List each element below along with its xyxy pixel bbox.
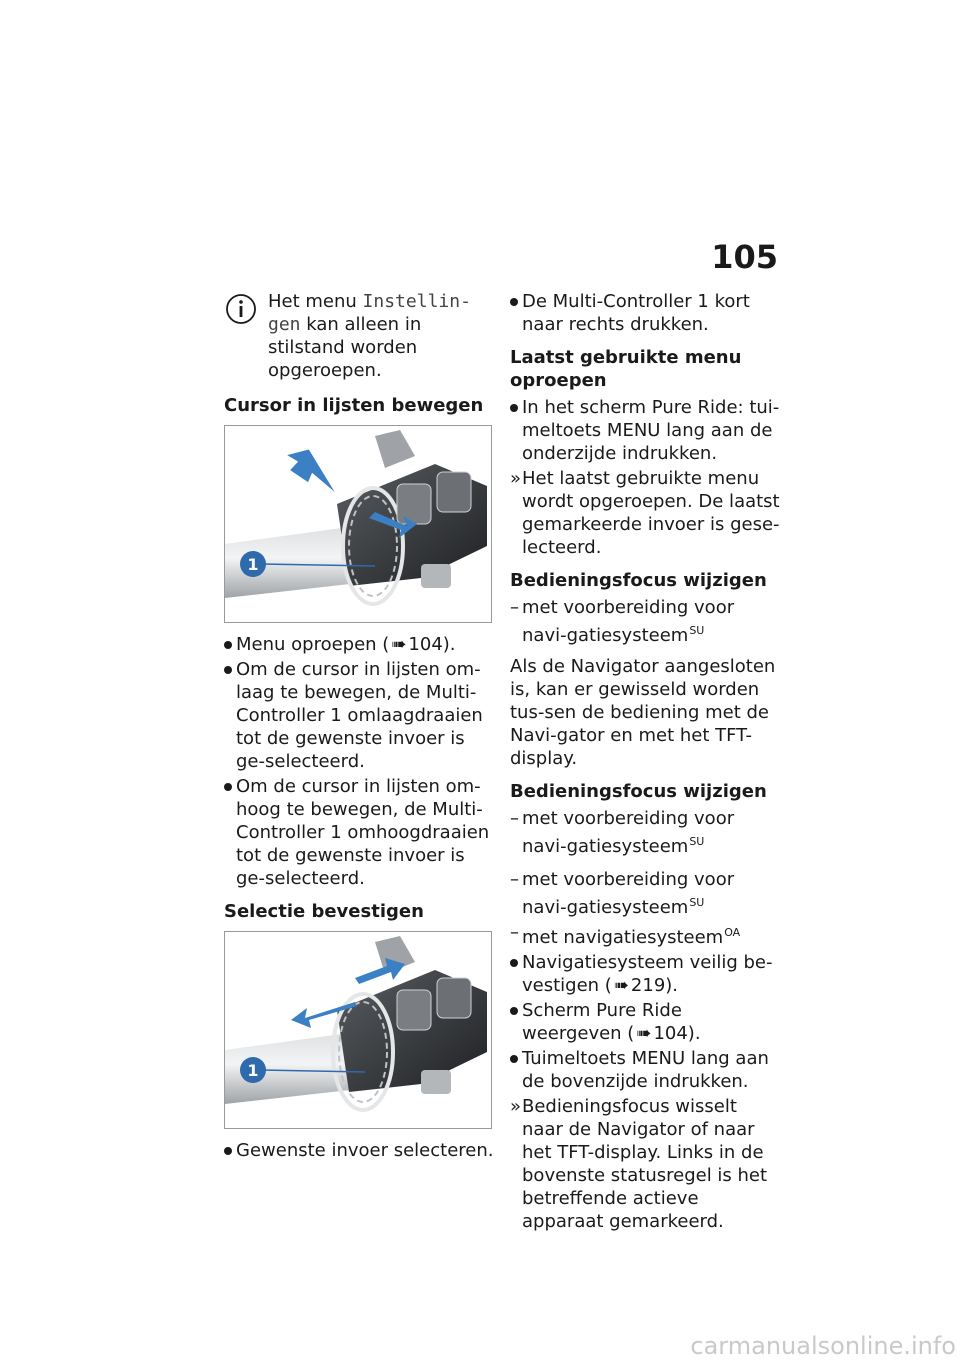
section-title-focus-1: Bedieningsfocus wijzigen [510, 570, 767, 591]
reference-arrow-icon: ➠ [636, 1023, 652, 1044]
page-number: 105 [711, 238, 778, 276]
list-item: Menu oproepen ( ➠ 104). [224, 633, 494, 656]
bullet-icon [510, 298, 518, 306]
list-cursor [224, 633, 494, 890]
list-confirm [224, 1139, 494, 1162]
option-code: OA [724, 926, 741, 939]
section-title-last-menu: Laatst gebruikte menu oproepen [510, 347, 742, 391]
list-item: Scherm Pure Ride weergeven ( ➠ 104). [510, 999, 782, 1045]
callout-1: 1 [247, 555, 259, 574]
dash-icon: – [510, 597, 519, 618]
list-item: De Multi-Controller 1 kort naar rechts drukken. [510, 290, 782, 336]
section-title-confirm: Selectie bevestigen [224, 901, 424, 922]
option-code: SU [689, 896, 705, 909]
condition-item: – met voorbereiding voor navi-gatiesysteem$^{SU}$ [510, 808, 735, 857]
info-icon [224, 292, 258, 326]
bullet-icon [510, 404, 518, 412]
list-item: Tuimeltoets MENU lang aan de bovenzijde indrukken. [510, 1047, 782, 1093]
dash-icon: – [510, 922, 519, 943]
result-arrow-icon: » [510, 1096, 522, 1117]
note-text-before: Het menu [268, 291, 363, 312]
bullet-icon [510, 1055, 518, 1063]
list-item: Gewenste invoer selecteren. [224, 1139, 494, 1162]
condition-item: – met voorbereiding voor navi-gatiesysteem$^{SU}$ [510, 597, 735, 646]
option-code: SU [689, 835, 705, 848]
list-item: Om de cursor in lijsten om-hoog te bewegen, de Multi-Controller 1 omhoogdraaien tot de gewenste invoer is ge-selecteerd. [224, 775, 494, 890]
figure-handlebar-rotate [224, 425, 492, 623]
list-item: In het scherm Pure Ride: tui-meltoets MENU lang aan de onderzijde indrukken. [510, 396, 782, 465]
condition-item: – met voorbereiding voor navi-gatiesysteem$^{SU}$ [510, 869, 735, 918]
condition-item: – met navigatiesysteem$^{OA}$ [510, 922, 741, 948]
bullet-icon [224, 783, 232, 791]
dash-icon: – [510, 808, 519, 829]
dash-icon: – [510, 869, 519, 890]
handlebar-rotate-illustration [225, 426, 491, 622]
note-code: Instellin-gen [268, 291, 471, 335]
callout-1: 1 [247, 1061, 259, 1080]
reference-arrow-icon: ➠ [613, 975, 629, 996]
option-code: SU [689, 624, 705, 637]
section-title-focus-2: Bedieningsfocus wijzigen [510, 781, 767, 802]
info-note [224, 290, 494, 382]
note-text-after: kan alleen in stilstand worden opgeroepen. [268, 314, 422, 381]
reference-arrow-icon: ➠ [391, 634, 407, 655]
bullet-icon [510, 1007, 518, 1015]
paragraph-navigator: Als de Navigator aangesloten is, kan er gewisseld worden tus-sen de bediening met de Navi-gator en met het TFT-display. [510, 656, 776, 769]
left-column [224, 290, 494, 1164]
watermark: carmanualsonline.info [690, 1332, 956, 1360]
bullet-icon [510, 959, 518, 967]
bullet-icon [224, 1147, 232, 1155]
bullet-icon [224, 666, 232, 674]
list-item: Navigatiesysteem veilig be-vestigen ( ➠ 219). [510, 951, 782, 997]
figure-handlebar-push [224, 931, 492, 1129]
bullet-icon [224, 641, 232, 649]
right-column [510, 290, 782, 1235]
result-item: » Het laatst gebruikte menu wordt opgeroepen. De laatst gemarkeerde invoer is gese-lecteerd. [510, 468, 780, 558]
list-item: Om de cursor in lijsten om-laag te bewegen, de Multi-Controller 1 omlaagdraaien tot de gewenste invoer is ge-selecteerd. [224, 658, 494, 773]
section-title-cursor: Cursor in lijsten bewegen [224, 395, 484, 416]
result-item: » Bedieningsfocus wisselt naar de Navigator of naar het TFT-display. Links in de bovenste statusregel is het betreffende actieve apparaat gemarkeerd. [510, 1096, 768, 1232]
handlebar-push-illustration [225, 932, 491, 1128]
result-arrow-icon: » [510, 468, 522, 489]
